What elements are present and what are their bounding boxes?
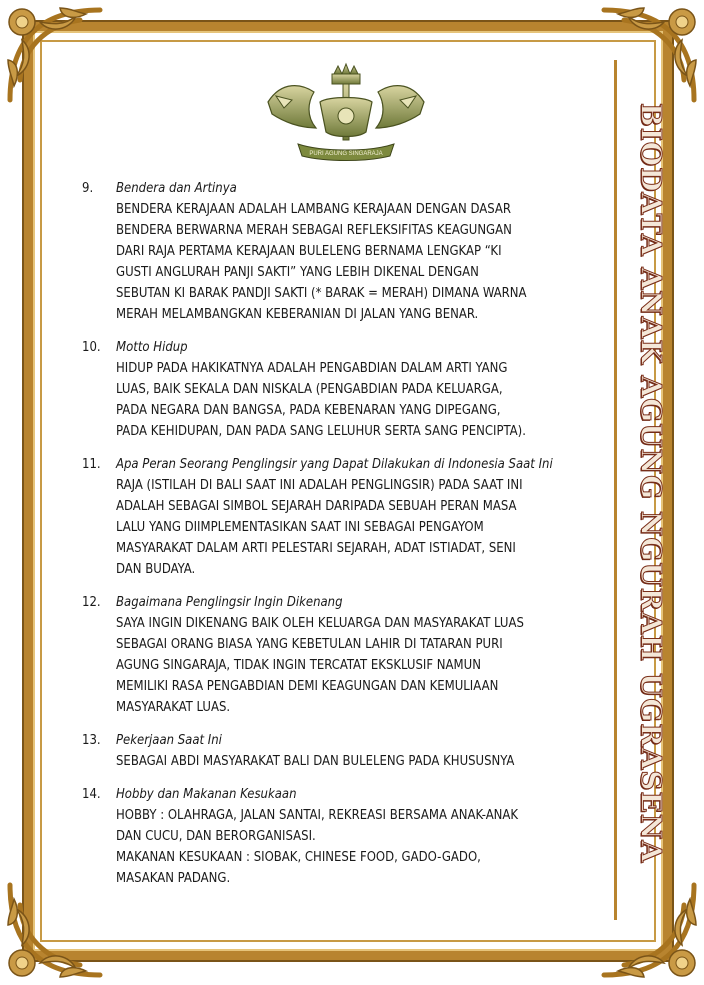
item-number: 14.	[82, 787, 101, 802]
item-question: Bendera dan Artinya	[116, 181, 237, 196]
answer-line: MEMILIKI RASA PENGABDIAN DEMI KEAGUNGAN DAN KEMULIAAN	[116, 679, 499, 694]
list-item	[82, 337, 610, 442]
answer-line: HIDUP PADA HAKIKATNYA ADALAH PENGABDIAN DALAM ARTI YANG	[116, 361, 508, 376]
list-item	[82, 730, 610, 772]
item-answer	[116, 358, 610, 442]
item-number: 11.	[82, 457, 101, 472]
item-number: 9.	[82, 181, 94, 196]
answer-line: MASYARAKAT LUAS.	[116, 700, 231, 715]
answer-line: MASAKAN PADANG.	[116, 871, 231, 886]
answer-line: DAN BUDAYA.	[116, 562, 196, 577]
item-question: Bagaimana Penglingsir Ingin Dikenang	[116, 595, 343, 610]
svg-text:PURI AGUNG SINGARAJA: PURI AGUNG SINGARAJA	[309, 151, 383, 157]
item-answer	[116, 751, 610, 772]
answer-line: BENDERA BERWARNA MERAH SEBAGAI REFLEKSIFITAS KEAGUNGAN	[116, 223, 512, 238]
answer-line: GUSTI ANGLURAH PANJI SAKTI” YANG LEBIH DIKENAL DENGAN	[116, 265, 479, 280]
answer-line: BENDERA KERAJAAN ADALAH LAMBANG KERAJAAN DENGAN DASAR	[116, 202, 512, 217]
answer-line: SEBUTAN KI BARAK PANDJI SAKTI (* BARAK = MERAH) DIMANA WARNA	[116, 286, 527, 301]
answer-line: PADA KEHIDUPAN, DAN PADA SANG LELUHUR SERTA SANG PENCIPTA).	[116, 424, 526, 439]
ornament-corner-icon	[592, 0, 704, 112]
list-item	[82, 454, 610, 580]
answer-line: DARI RAJA PERTAMA KERAJAAN BULELENG BERNAMA LENGKAP “KI	[116, 244, 502, 259]
item-question: Hobby dan Makanan Kesukaan	[116, 787, 297, 802]
item-number: 10.	[82, 340, 101, 355]
vertical-title: BIODATA ANAK AGUNG NGURAH UGRASENA	[634, 102, 668, 864]
answer-line: MERAH MELAMBANGKAN KEBERANIAN DI JALAN YANG BENAR.	[116, 307, 479, 322]
biodata-list	[82, 178, 610, 901]
ornament-corner-icon	[0, 0, 112, 112]
item-number: 13.	[82, 733, 101, 748]
list-item	[82, 784, 610, 889]
answer-line: PADA NEGARA DAN BANGSA, PADA KEBENARAN YANG DIPEGANG,	[116, 403, 501, 418]
answer-line: MAKANAN KESUKAAN : SIOBAK, CHINESE FOOD, GADO-GADO,	[116, 850, 481, 865]
answer-line: ADALAH SEBAGAI SIMBOL SEJARAH DARIPADA SEBUAH PERAN MASA	[116, 499, 517, 514]
vertical-divider-line	[614, 60, 617, 920]
item-question: Pekerjaan Saat Ini	[116, 733, 222, 748]
answer-line: HOBBY : OLAHRAGA, JALAN SANTAI, REKREASI BERSAMA ANAK-ANAK	[116, 808, 519, 823]
item-answer	[116, 199, 610, 325]
item-answer	[116, 475, 610, 580]
answer-line: LUAS, BAIK SEKALA DAN NISKALA (PENGABDIAN PADA KELUARGA,	[116, 382, 503, 397]
item-number: 12.	[82, 595, 101, 610]
list-item	[82, 592, 610, 718]
answer-line: SEBAGAI ABDI MASYARAKAT BALI DAN BULELENG PADA KHUSUSNYA	[116, 754, 515, 769]
answer-line: SAYA INGIN DIKENANG BAIK OLEH KELUARGA DAN MASYARAKAT LUAS	[116, 616, 524, 631]
item-question: Motto Hidup	[116, 340, 188, 355]
answer-line: MASYARAKAT DALAM ARTI PELESTARI SEJARAH, ADAT ISTIADAT, SENI	[116, 541, 516, 556]
answer-line: RAJA (ISTILAH DI BALI SAAT INI ADALAH PENGLINGSIR) PADA SAAT INI	[116, 478, 523, 493]
answer-line: LALU YANG DIIMPLEMENTASIKAN SAAT INI SEBAGAI PENGAYOM	[116, 520, 484, 535]
item-answer	[116, 805, 610, 889]
answer-line: AGUNG SINGARAJA, TIDAK INGIN TERCATAT EKSKLUSIF NAMUN	[116, 658, 481, 673]
answer-line: DAN CUCU, DAN BERORGANISASI.	[116, 829, 316, 844]
royal-crest-icon	[262, 62, 430, 162]
answer-line: SEBAGAI ORANG BIASA YANG KEBETULAN LAHIR DI TATARAN PURI	[116, 637, 503, 652]
item-answer	[116, 613, 610, 718]
item-question: Apa Peran Seorang Penglingsir yang Dapat Dilakukan di Indonesia Saat Ini	[116, 457, 553, 472]
list-item	[82, 178, 610, 325]
